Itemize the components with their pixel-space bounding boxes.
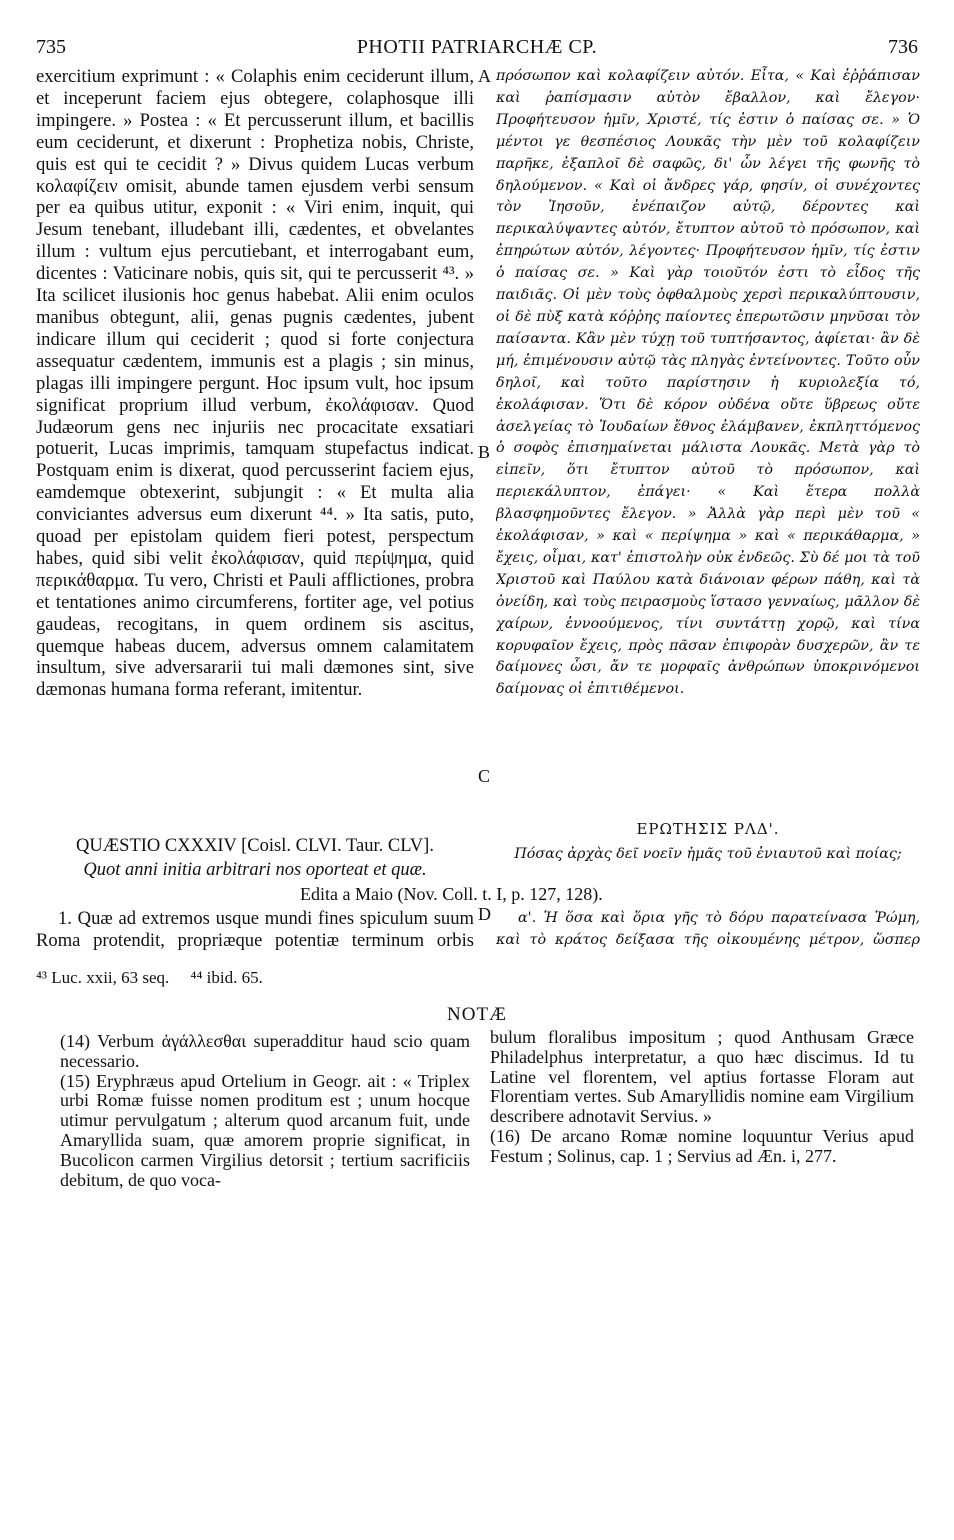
greek-paragraph: α'. Ἡ ὅσα καὶ ὅρια γῆς τὸ δόρυ παρατείνασα Ῥώμη, καὶ τὸ κράτος δείξασα τῆς οἰκουμένης μέτρον, ὥσπερ bbox=[496, 910, 920, 948]
question-title-greek: ΕΡΩΤΗΣΙΣ ΡΛΔ'. bbox=[636, 820, 780, 838]
greek-column-bottom bbox=[496, 908, 920, 952]
page-number-left: 735 bbox=[36, 36, 66, 58]
footnotes: ⁴³ Luc. xxii, 63 seq. ⁴⁴ ibid. 65. bbox=[36, 968, 263, 987]
margin-letter-b: B bbox=[478, 442, 491, 462]
notae-left: (14) Verbum ἀγάλλεσθαι superadditur haud scio quam necessario. (15) Eryphræus apud Ortelium in Geogr. ait : « Triplex urbi Romæ fuisse nomen proditum est ; unum hocque utimur pervulgatum ; alterum quod arcanum fuit, unde Amaryllida suam, quæ amorem proprie significat, in Bucolicon carmen Virgilius detorsit ; tertium sacrificiis debitum, de quo voca- bbox=[60, 1031, 470, 1190]
latin-paragraph: exercitium exprimunt : « Colaphis enim ceciderunt illum, et inceperunt faciem ejus obtegere, colaphosque illi impingere. » Postea : « Et percusserunt illum, et bacillis eum ceciderunt, et dixerunt : Prophetiza nobis, Christe, quis est qui te cecidit ? » Divus quidem Lucas verbum κολαφίζειν omisit, abunde tamen ejusdem verbi sensum per ea quibus utitur, exponit : « Viri enim, inquit, qui Jesum tenebant, illudebant illi, cædentes, et obvelantes illum : vultum ejus percutiebant, et interrogabant eum, dicentes : Vaticinare nobis, quis sit, qui te percusserit ⁴³. » Ita scilicet ilusionis hoc genus habebat. Alii enim oculos manibus obtegunt, alii, genas pugnis cædentes, jubent indicare illum qui ceciderit ; quod si forte conjectura assequatur cædentem, immunis est a plagis ; sin minus, plagas illi impingere pergunt. Hoc ipsum vult, hoc ipsum significat proprium illud verbum, ἐκολάφισαν. Quod Judæorum gens nec injuriis nec procacitate exsatiari potuerit, Lucas imprimis, tamquam stupefactus indicat. Postquam enim is dixerat, quod percusserint faciem ejus, eamdemque obtexerint, subjungit : « Et multa alia conviciantes adversus eum dixerunt ⁴⁴. » Ita satis, puto, quoad per epistolam quidem fieri potest, perspectum habes, quid sibi velit ἐκολάφισαν, quid περίψημα, quid περικάθαρμα. Tu vero, Christi et Pauli afflictiones, probra et tentationes animo circumferens, fortiter age, vel potius gaudeas, recogitans, in quem ordinem sis ascitus, quemque habeas ducem, adversus omnem calamitatem insultum, sive adversararii tui mali dæmones sint, sive dæmonas humana forma referant, imitentur. bbox=[36, 66, 474, 701]
question-subtitle-latin: Quot anni initia arbitrari nos oporteat et quæ. bbox=[83, 860, 427, 880]
latin-column-top bbox=[36, 66, 474, 832]
margin-letter-c: C bbox=[478, 766, 491, 786]
latin-column-bottom bbox=[36, 908, 474, 952]
question-subtitle-greek: Πόσας ἀρχὰς δεῖ νοεῖν ἡμᾶς τοῦ ἐνιαυτοῦ καὶ ποίας; bbox=[514, 846, 902, 862]
notae-heading: NOTÆ bbox=[447, 1004, 507, 1025]
margin-letter-d: D bbox=[478, 904, 491, 924]
greek-paragraph: πρόσωπον καὶ κολαφίζειν αὐτόν. Εἶτα, « Καὶ ἐῤῥάπισαν καὶ ῥαπίσμασιν αὐτὸν ἔβαλλον, καὶ ἔλεγον· Προφήτευσον ἡμῖν, Χριστέ, τίς ἐστιν ὁ παίσας σε. » Ὁ μέντοι γε θεσπέσιος Λουκᾶς τὴν μὲν τοῦ κολαφίζειν παρῆκε, ἐξαπλοῖ δὲ σαφῶς, δι' ὧν λέγει τῆς φωνῆς τὸ δηλούμενον. « Καὶ οἱ ἄνδρες γάρ, φησίν, οἱ συνέχοντες τὸν Ἰησοῦν, ἐνέπαιζον αὐτῷ, δέροντες καὶ περικαλύψαντες αὐτόν, ἔτυπτον αὐτοῦ τὸ πρόσωπον, καὶ ἐπηρώτων αὐτόν, λέγοντες· Προφήτευσον ἡμῖν, τίς ἐστιν ὁ παίσας σε. » Καὶ γὰρ τοιοῦτόν ἐστι τὸ εἶδος τῆς παιδιᾶς. Οἱ μὲν τοὺς ὀφθαλμοὺς χερσὶ περικαλύπτουσιν, οἱ δὲ πὺξ κατὰ κόῤῥης παίοντες ἐπερωτῶσιν μηνῦσαι τὸν παίσαντα. Κἂν μὲν τύχῃ τοῦ τυπτήσαντος, ἀφίεται· ἂν δὲ μή, ἐπιμένουσιν αὐτῷ τὰς πληγὰς ἐντείνοντες. Τοῦτο οὖν δηλοῖ, καὶ τοῦτο παρίστησιν ἡ κυριολεξία τό, ἐκολάφισαν. Ὅτι δὲ κόρον οὐδένα οὔτε ὕβρεως οὔτε ἀσελγείας τὸ Ἰουδαίων ἔθνος ἐλάμβανεν, ἐκπληττόμενος ὁ σοφὸς ἐπισημαίνεται μάλιστα Λουκᾶς. Μετὰ γὰρ τὸ εἰπεῖν, ὅτι ἔτυπτον αὐτοῦ τὸ πρόσωπον, καὶ περιεκάλυπτον, ἐπάγει· « Καὶ ἕτερα πολλὰ βλασφημοῦντες ἔλεγον. » Ἀλλὰ γὰρ περὶ μὲν τοῦ « ἐκολάφισαν, » καὶ « περίψημα » καὶ « περικάθαρμα, » ἔχεις, οἶμαι, κατ' ἐπιστολὴν οὐκ ἐνδεῶς. Σὺ δέ μοι τὰ τοῦ Χριστοῦ καὶ Παύλου κατὰ διάνοιαν φέρων πάθη, καὶ τὰ ὀνείδη, καὶ τοὺς πειρασμοὺς ἵστασο γενναίως, μᾶλλον δὲ χαίρων, ἐννοούμενος, τίνι συντάττῃ χορῷ, καὶ τίνα κορυφαῖον ἔχεις, πρὸς πᾶσαν ἐπιφορὰν δυσχερῶν, ἂν τε δαίμονες ὦσι, ἄν τε μορφαῖς ἀνθρώπων ὑποκρινόμενοι δαίμονας οἱ ἐπιτιθέμενοι. bbox=[496, 68, 920, 698]
latin-paragraph: 1. Quæ ad extremos usque mundi fines spiculum suum Roma protendit, propriæque potentiæ terminum orbis bbox=[36, 908, 474, 951]
edition-note: Edita a Maio (Nov. Coll. t. I, p. 127, 128). bbox=[300, 884, 603, 904]
page-number-right: 736 bbox=[888, 36, 918, 58]
greek-column-top bbox=[496, 66, 920, 746]
running-title: PHOTII PATRIARCHÆ CP. bbox=[356, 36, 598, 58]
margin-letter-a: A bbox=[478, 66, 491, 86]
notae-right: bulum floralibus impositum ; quod Anthusam Græce Philadelphus interpretatur, a quo hæc discimus. Id tu Latine vel florentem, vel aptius fortasse Floram aut Florentiam vertes. Sub Amaryllidis nomine eam Virgilium describere adnotavit Servius. » (16) De arcano Romæ nomine loquuntur Verius apud Festum ; Solinus, cap. 1 ; Servius ad Æn. i, 277. bbox=[490, 1027, 914, 1166]
running-header bbox=[36, 36, 918, 62]
question-title-latin: QUÆSTIO CXXXIV [Coisl. CLVI. Taur. CLV]. bbox=[76, 836, 434, 856]
